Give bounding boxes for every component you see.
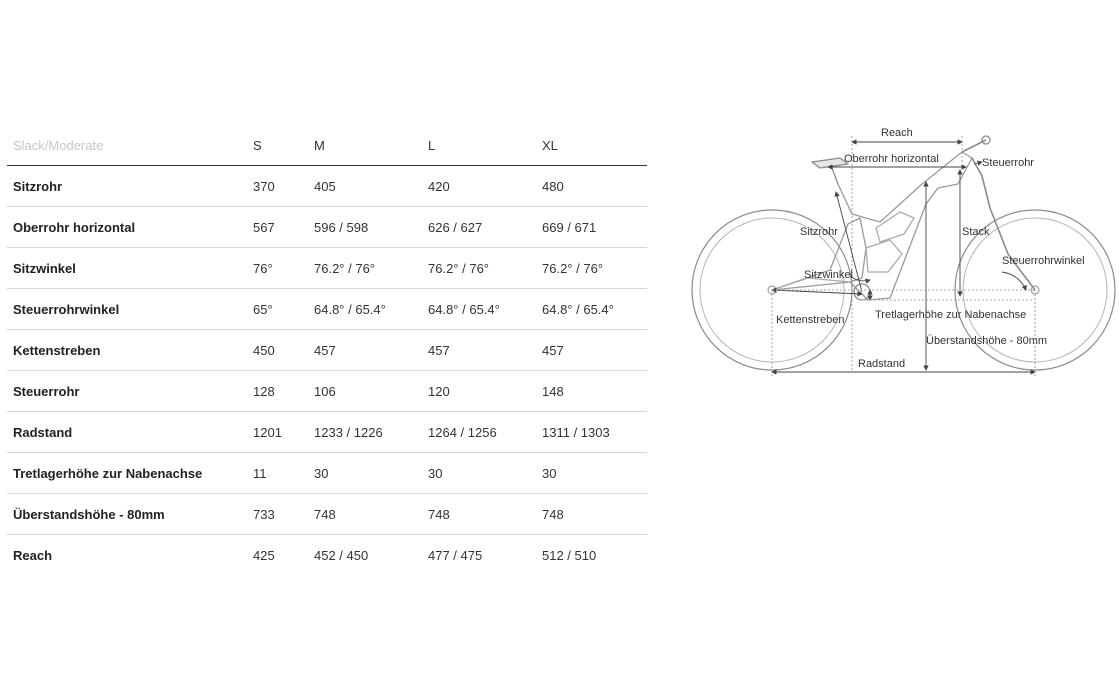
bike-geometry-diagram xyxy=(690,122,1118,382)
cell-l: 626 / 627 xyxy=(428,207,542,248)
cell-l: 457 xyxy=(428,330,542,371)
table-row xyxy=(7,207,647,248)
row-label: Kettenstreben xyxy=(7,330,253,371)
label-bb-drop: Tretlagerhöhe zur Nabenachse xyxy=(875,309,1027,321)
cell-xl: 148 xyxy=(542,371,647,412)
header-size-xl: XL xyxy=(542,126,647,166)
table-row xyxy=(7,453,647,494)
table-row xyxy=(7,166,647,207)
geometry-table-header xyxy=(7,126,647,166)
row-label: Radstand xyxy=(7,412,253,453)
cell-l: 748 xyxy=(428,494,542,535)
cell-m: 64.8° / 65.4° xyxy=(314,289,428,330)
table-row xyxy=(7,330,647,371)
row-label: Sitzwinkel xyxy=(7,248,253,289)
table-row xyxy=(7,248,647,289)
cell-xl: 76.2° / 76° xyxy=(542,248,647,289)
header-size-s: S xyxy=(253,126,314,166)
label-head-angle: Steuerrohrwinkel xyxy=(1002,255,1085,267)
cell-m: 30 xyxy=(314,453,428,494)
cell-s: 76° xyxy=(253,248,314,289)
cell-s: 65° xyxy=(253,289,314,330)
row-label: Reach xyxy=(13,547,53,563)
cell-l: 30 xyxy=(428,453,542,494)
row-label: Tretlagerhöhe zur Nabenachse xyxy=(7,453,253,494)
cell-m: 457 xyxy=(314,330,428,371)
cell-l: 420 xyxy=(428,166,542,207)
cell-xl: 30 xyxy=(542,453,647,494)
cell-l: 1264 / 1256 xyxy=(428,412,542,453)
row-label: Steuerrohr xyxy=(7,371,253,412)
cell-m: 106 xyxy=(314,371,428,412)
label-seat-angle: Sitzwinkel xyxy=(804,269,853,281)
geometry-table xyxy=(7,126,647,575)
cell-xl: 457 xyxy=(542,330,647,371)
label-top-tube: Oberrohr horizontal xyxy=(844,153,939,165)
label-head-tube: Steuerrohr xyxy=(982,157,1034,169)
table-row xyxy=(7,371,647,412)
cell-l: 120 xyxy=(428,371,542,412)
row-label: Sitzrohr xyxy=(7,166,253,207)
cell-m: 452 / 450 xyxy=(314,547,369,563)
cell-xl: 748 xyxy=(542,494,647,535)
row-label: Oberrohr horizontal xyxy=(7,207,253,248)
table-row xyxy=(7,494,647,535)
row-label: Steuerrohrwinkel xyxy=(7,289,253,330)
row-label: Überstandshöhe - 80mm xyxy=(7,494,253,535)
cell-m: 596 / 598 xyxy=(314,207,428,248)
cell-xl: 1311 / 1303 xyxy=(542,412,647,453)
label-chainstays: Kettenstreben xyxy=(776,314,845,326)
cell-l: 76.2° / 76° xyxy=(428,248,542,289)
cell-xl: 64.8° / 65.4° xyxy=(542,289,647,330)
label-reach: Reach xyxy=(881,127,913,139)
cell-m: 748 xyxy=(314,494,428,535)
cell-s: 128 xyxy=(253,371,314,412)
cell-xl: 480 xyxy=(542,166,647,207)
cell-s: 733 xyxy=(253,494,314,535)
cell-xl: 669 / 671 xyxy=(542,207,647,248)
table-row xyxy=(7,535,647,576)
cell-s: 450 xyxy=(253,330,314,371)
cell-s: 370 xyxy=(253,166,314,207)
cell-s: 11 xyxy=(253,453,314,494)
header-size-m: M xyxy=(314,126,428,166)
label-standover: Überstandshöhe - 80mm xyxy=(926,335,1048,347)
table-row xyxy=(7,412,647,453)
header-row xyxy=(7,126,647,166)
cell-s: 567 xyxy=(253,207,314,248)
label-stack: Stack xyxy=(962,226,990,238)
label-wheelbase: Radstand xyxy=(858,358,906,370)
cell-l: 64.8° / 65.4° xyxy=(428,289,542,330)
label-seat-tube: Sitzrohr xyxy=(800,226,838,238)
cell-m: 76.2° / 76° xyxy=(314,248,428,289)
cell-m: 405 xyxy=(314,166,428,207)
header-size-l: L xyxy=(428,126,542,166)
cell-m: 1233 / 1226 xyxy=(314,412,428,453)
table-row xyxy=(7,289,647,330)
header-geometry-mode: Slack/Moderate xyxy=(7,126,253,166)
cell-s: 1201 xyxy=(253,412,314,453)
geometry-table-body xyxy=(7,166,647,576)
cell-s: 425 xyxy=(253,547,275,563)
cell-xl: 512 / 510 xyxy=(542,547,597,563)
cell-l: 477 / 475 xyxy=(428,547,483,563)
